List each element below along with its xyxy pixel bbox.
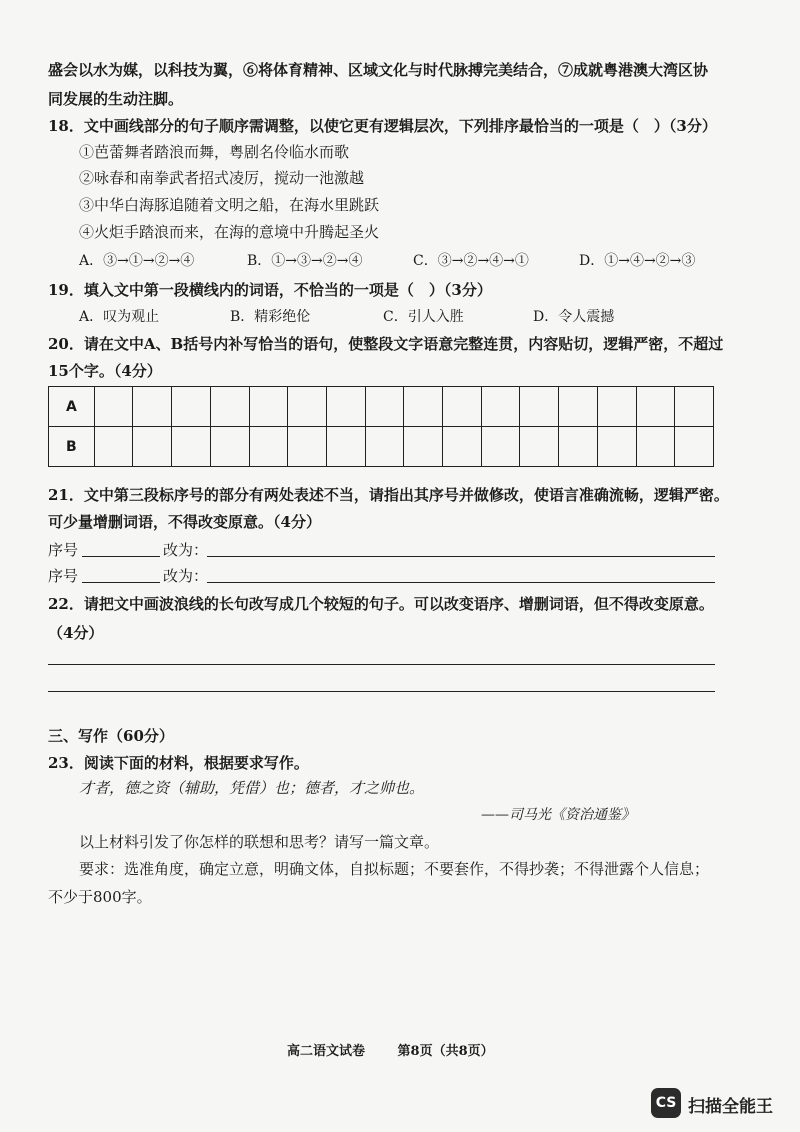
answer-grid-row-b	[49, 427, 714, 467]
answer-cell[interactable]	[288, 387, 327, 427]
q23-stem: 23．阅读下面的材料，根据要求写作。	[48, 754, 309, 772]
change-answer-line[interactable]	[207, 582, 715, 583]
q21-stem-1: 21．文中第三段标序号的部分有两处表述不当，请指出其序号并做修改，使语言准确流畅，逻辑严密。	[48, 486, 729, 504]
answer-cell[interactable]	[559, 427, 598, 467]
q18-item: ①芭蕾舞者踏浪而舞，粤剧名伶临水而歌	[79, 143, 350, 161]
row-label-a: A	[49, 387, 95, 427]
q19-stem: 19．填入文中第一段横线内的词语，不恰当的一项是（ ）（3分）	[48, 281, 492, 299]
answer-cell[interactable]	[133, 387, 172, 427]
answer-cell[interactable]	[443, 387, 482, 427]
section-title: 三、写作（60分）	[48, 727, 174, 745]
answer-cell[interactable]	[94, 427, 133, 467]
answer-cell[interactable]	[249, 427, 288, 467]
answer-cell[interactable]	[210, 387, 249, 427]
answer-cell[interactable]	[210, 427, 249, 467]
answer-cell[interactable]	[597, 387, 636, 427]
answer-cell[interactable]	[249, 387, 288, 427]
answer-cell[interactable]	[675, 387, 714, 427]
q23-quote: 才者，德之资（辅助，凭借）也；德者，才之帅也。	[79, 779, 425, 797]
q22-answer-line[interactable]	[48, 691, 715, 692]
q22-stem-1: 22．请把文中画波浪线的长句改写成几个较短的句子。可以改变语序、增删词语，但不得改变原意。	[48, 595, 714, 613]
seq-label: 序号	[48, 567, 79, 585]
camscanner-watermark-text: 扫描全能王	[688, 1097, 773, 1117]
q18-option-b: B．①→③→②→④	[247, 253, 363, 269]
seq-answer-line[interactable]	[82, 556, 160, 557]
answer-cell[interactable]	[288, 427, 327, 467]
answer-cell[interactable]	[404, 387, 443, 427]
q18-item: ②咏春和南拳武者招式凌厉，搅动一池激越	[79, 169, 365, 187]
answer-cell[interactable]	[133, 427, 172, 467]
answer-cell[interactable]	[365, 387, 404, 427]
q18-option-c: C．③→②→④→①	[413, 253, 529, 269]
answer-cell[interactable]	[326, 427, 365, 467]
change-answer-line[interactable]	[207, 556, 715, 557]
seq-answer-line[interactable]	[82, 582, 160, 583]
seq-label: 序号	[48, 541, 79, 559]
q19-option-d: D．令人震撼	[533, 309, 615, 325]
q23-source: ——司马光《资治通鉴》	[481, 807, 635, 823]
camscanner-logo-icon: CS	[651, 1088, 681, 1118]
page-number: 第8页（共8页）	[397, 1044, 494, 1059]
answer-cell[interactable]	[326, 387, 365, 427]
intro-line-1: 盛会以水为媒，以科技为翼，⑥将体育精神、区域文化与时代脉搏完美结合，⑦成就粤港澳大湾区协	[48, 61, 709, 79]
q19-option-c: C．引人入胜	[383, 309, 464, 325]
q23-requirements-2: 不少于800字。	[48, 888, 152, 906]
q18-option-d: D．①→④→②→③	[579, 253, 696, 269]
answer-cell[interactable]	[481, 427, 520, 467]
page-footer	[287, 1040, 494, 1059]
answer-cell[interactable]	[481, 387, 520, 427]
answer-cell[interactable]	[404, 427, 443, 467]
intro-line-2: 同发展的生动注脚。	[48, 90, 184, 108]
answer-cell[interactable]	[172, 427, 211, 467]
q22-answer-line[interactable]	[48, 664, 715, 665]
exam-title: 高二语文试卷	[287, 1044, 366, 1059]
answer-cell[interactable]	[597, 427, 636, 467]
answer-grid-row-a	[49, 387, 714, 427]
answer-cell[interactable]	[520, 387, 559, 427]
q22-stem-2: （4分）	[48, 624, 104, 642]
answer-cell[interactable]	[172, 387, 211, 427]
q18-item: ④火炬手踏浪而来，在海的意境中升腾起圣火	[79, 223, 380, 241]
answer-cell[interactable]	[636, 387, 675, 427]
answer-cell[interactable]	[675, 427, 714, 467]
answer-cell[interactable]	[636, 427, 675, 467]
q23-prompt: 以上材料引发了你怎样的联想和思考？请写一篇文章。	[79, 833, 440, 851]
q18-option-a: A．③→①→②→④	[79, 253, 195, 269]
q20-stem-1: 20．请在文中A、B括号内补写恰当的语句，使整段文字语意完整连贯，内容贴切，逻辑严密，不超过	[48, 335, 724, 353]
answer-cell[interactable]	[443, 427, 482, 467]
q19-option-b: B．精彩绝伦	[230, 309, 311, 325]
row-label-b: B	[49, 427, 95, 467]
answer-cell[interactable]	[94, 387, 133, 427]
change-label: 改为：	[163, 567, 209, 585]
answer-grid	[48, 386, 714, 467]
q20-stem-2: 15个字。（4分）	[48, 362, 162, 380]
q18-stem: 18．文中画线部分的句子顺序需调整，以使它更有逻辑层次，下列排序最恰当的一项是（ ）（3分）	[48, 117, 717, 135]
q19-option-a: A．叹为观止	[79, 309, 160, 325]
answer-cell[interactable]	[520, 427, 559, 467]
change-label: 改为：	[163, 541, 209, 559]
answer-cell[interactable]	[365, 427, 404, 467]
q23-requirements-1: 要求：选准角度，确定立意，明确文体，自拟标题；不要套作，不得抄袭；不得泄露个人信息；	[79, 860, 710, 878]
q18-item: ③中华白海豚追随着文明之船，在海水里跳跃	[79, 196, 380, 214]
answer-cell[interactable]	[559, 387, 598, 427]
q21-stem-2: 可少量增删词语，不得改变原意。（4分）	[48, 513, 321, 531]
